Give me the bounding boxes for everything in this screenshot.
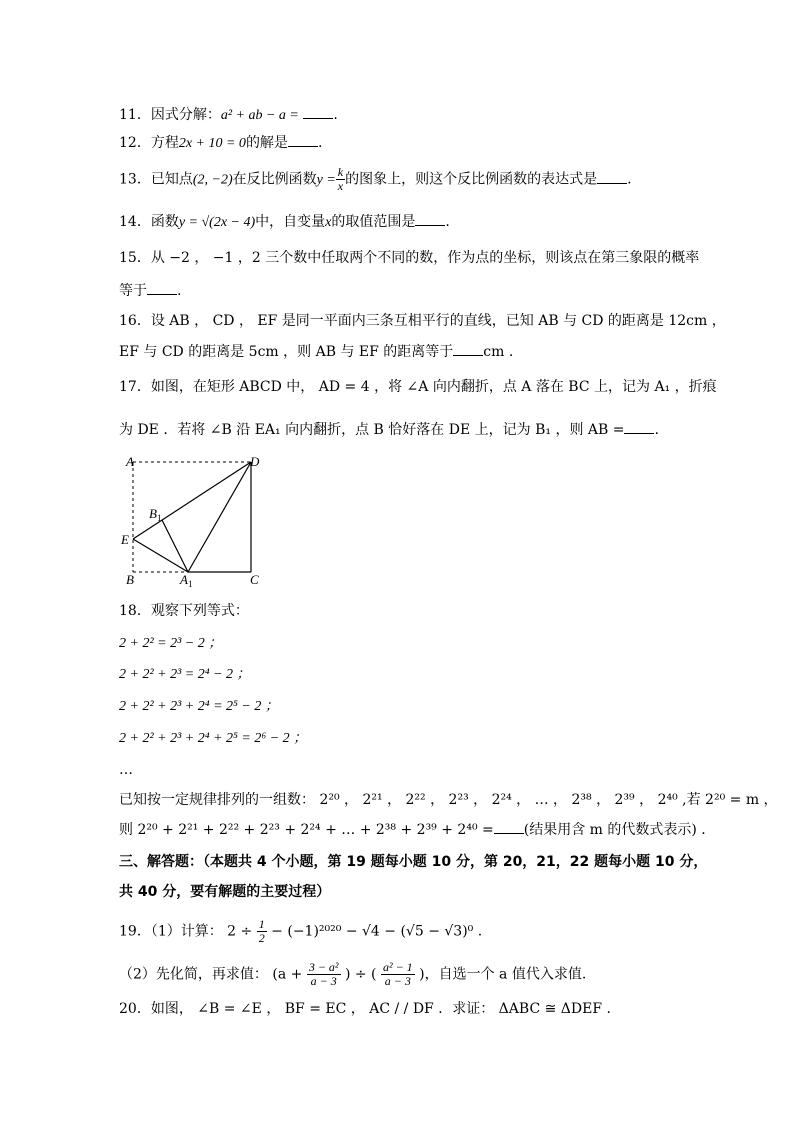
q13-mid: 在反比例函数 [232, 171, 317, 188]
question-12 [119, 133, 322, 154]
answer-blank [624, 421, 654, 434]
question-15-line2 [119, 281, 181, 301]
answer-blank [494, 821, 524, 834]
label-A: A [126, 454, 134, 469]
q11-suffix: . [333, 107, 338, 123]
q19-p2-numerator-1: 3 − a² [308, 960, 339, 974]
q19-p2-numerator-2: a² − 1 [382, 960, 413, 974]
q17-line1: 17．如图，在矩形 ABCD 中， AD = 4 ，将 ∠A 向内翻折，点 A 落在 BC 上，记为 A₁ ，折痕 [119, 379, 717, 395]
label-A1-letter: A [180, 572, 188, 587]
question-17-line2 [119, 420, 659, 440]
q19-p2-denominator-2: a − 3 [384, 974, 411, 988]
segment-A1D [188, 462, 251, 572]
label-A1 [179, 572, 192, 587]
q13-y: y = [316, 172, 336, 188]
q14-mid: 中，自变量 [255, 214, 326, 230]
q14-end: . [445, 214, 450, 230]
q11-expression: a² + ab − a = [220, 108, 299, 123]
q13-end: . [627, 171, 632, 188]
label-B1-sub: 1 [156, 513, 162, 523]
q18-line2b: (结果用含 m 的代数式表示) . [523, 822, 706, 838]
label-D: D [250, 454, 260, 469]
question-15-line1 [119, 248, 699, 268]
q15-end: . [177, 283, 182, 299]
question-19-part1 [119, 918, 482, 945]
label-E: E [121, 532, 129, 547]
q19-fraction-2 [381, 961, 415, 988]
q16-line2a: EF 与 CD 的距离是 5cm ，则 AB 与 EF 的距离等于 [119, 344, 454, 360]
answer-blank [453, 343, 483, 356]
q13-numerator: k [337, 165, 344, 179]
question-20 [119, 999, 611, 1019]
section-3-heading-line2 [119, 882, 330, 902]
q16-line1: 16．设 AB ， CD ， EF 是同一平面内三条互相平行的直线，已知 AB 与 CD 的距离是 12cm ， [119, 313, 726, 329]
answer-blank [597, 171, 627, 184]
label-B1-letter: B [149, 506, 157, 521]
q11-prefix: 11．因式分解： [119, 107, 221, 123]
q19-fraction-half [257, 918, 267, 945]
question-16-line2 [119, 342, 513, 362]
section-3-heading-line1 [119, 852, 707, 872]
q16-line2b: cm . [483, 344, 514, 360]
q19-p1-start: 19．（1）计算： 2 ÷ [119, 923, 253, 940]
answer-blank [415, 213, 445, 226]
label-C: C [250, 572, 259, 587]
question-18-line2 [119, 820, 706, 840]
question-19-part2 [119, 961, 586, 988]
q14-suffix: 的取值范围是 [331, 214, 416, 230]
q19-p2-end: )，自选一个 a 值代入求值. [419, 966, 587, 983]
equation-3: 2 + 2² + 2³ + 2⁴ = 2⁵ − 2 ； [119, 699, 279, 714]
q14-expression: y = √(2x − 4) [178, 215, 256, 230]
q17-line2b: . [654, 422, 659, 438]
rectangle-fold-figure [118, 452, 268, 587]
question-17-line1 [119, 377, 717, 397]
q15-line1: 15．从 −2 ， −1 ，2 三个数中任取两个不同的数，作为点的坐标，则该点在第三象限的概率 [119, 250, 700, 266]
q14-prefix: 14．函数 [119, 214, 179, 230]
q13-fraction [336, 166, 345, 193]
answer-blank [303, 106, 333, 119]
label-A1-sub: 1 [187, 579, 193, 587]
q19-p2-denominator-1: a − 3 [310, 974, 337, 988]
question-16-line1 [119, 311, 726, 331]
q14-variable: x [325, 215, 332, 230]
answer-blank [288, 134, 318, 147]
equation-1: 2 + 2² = 2³ − 2 ； [119, 636, 223, 651]
question-11 [119, 105, 338, 126]
q17-line2a: 为 DE ．若将 ∠B 沿 EA₁ 向内翻折，点 B 恰好落在 DE 上，记为 B₁ ，则 AB = [119, 422, 625, 438]
q18-line1: 已知按一定规律排列的一组数： 2²⁰ ， 2²¹ ， 2²² ， 2²³ ， 2²⁴ ， … ， 2³⁸ ， 2³⁹ ， 2⁴⁰ ,若 2²⁰ = m ， [119, 792, 778, 808]
q12-end: . [317, 135, 323, 151]
q19-p2-mid: ) ÷ ( [344, 966, 377, 983]
q13-prefix: 13．已知点 [119, 171, 193, 188]
section3-line2: 共 40 分，要有解题的主要过程） [119, 884, 331, 900]
equation-4: 2 + 2² + 2³ + 2⁴ + 2⁵ = 2⁶ − 2 ； [119, 731, 308, 746]
q18-line2a: 则 2²⁰ + 2²¹ + 2²² + 2²³ + 2²⁴ + … + 2³⁸ + 2³⁹ + 2⁴⁰ = [119, 822, 494, 838]
question-14 [119, 212, 450, 233]
question-18-line1 [119, 790, 778, 810]
question-18-title [119, 601, 249, 621]
question-13 [119, 166, 632, 193]
q13-point: (2, −2) [192, 172, 233, 188]
q12-expression: 2x + 10 = 0 [178, 136, 246, 151]
q13-suffix: 的图象上，则这个反比例函数的表达式是 [345, 171, 598, 188]
answer-blank [147, 282, 177, 295]
q20-text: 20．如图， ∠B = ∠E ， BF = EC ， AC / / DF ．求证： ΔABC ≅ ΔDEF . [119, 1001, 611, 1017]
q19-fraction-1 [307, 961, 341, 988]
q19-p1-numerator: 1 [258, 917, 265, 931]
q18-title: 18．观察下列等式： [119, 603, 249, 619]
q12-suffix: 的解是 [245, 135, 288, 151]
q19-p1-end: − (−1)²⁰²⁰ − √4 − (√5 − √3)⁰ . [271, 923, 483, 940]
q15-line2: 等于 [119, 283, 147, 299]
section3-line1: 三、解答题：（本题共 4 个小题，第 19 题每小题 10 分，第 20，21，22 题每小题 10 分， [119, 854, 708, 870]
q19-p2-start: （2）先化简，再求值： (a + [119, 966, 303, 983]
equation-2: 2 + 2² + 2³ = 2⁴ − 2 ； [119, 667, 251, 682]
q13-denominator: x [337, 179, 344, 193]
label-B: B [126, 572, 134, 587]
q12-prefix: 12．方程 [119, 135, 179, 151]
label-B1 [149, 506, 161, 523]
q19-p1-denominator: 2 [258, 931, 265, 945]
ellipsis: … [119, 762, 133, 778]
fold-line-DE [133, 462, 251, 539]
